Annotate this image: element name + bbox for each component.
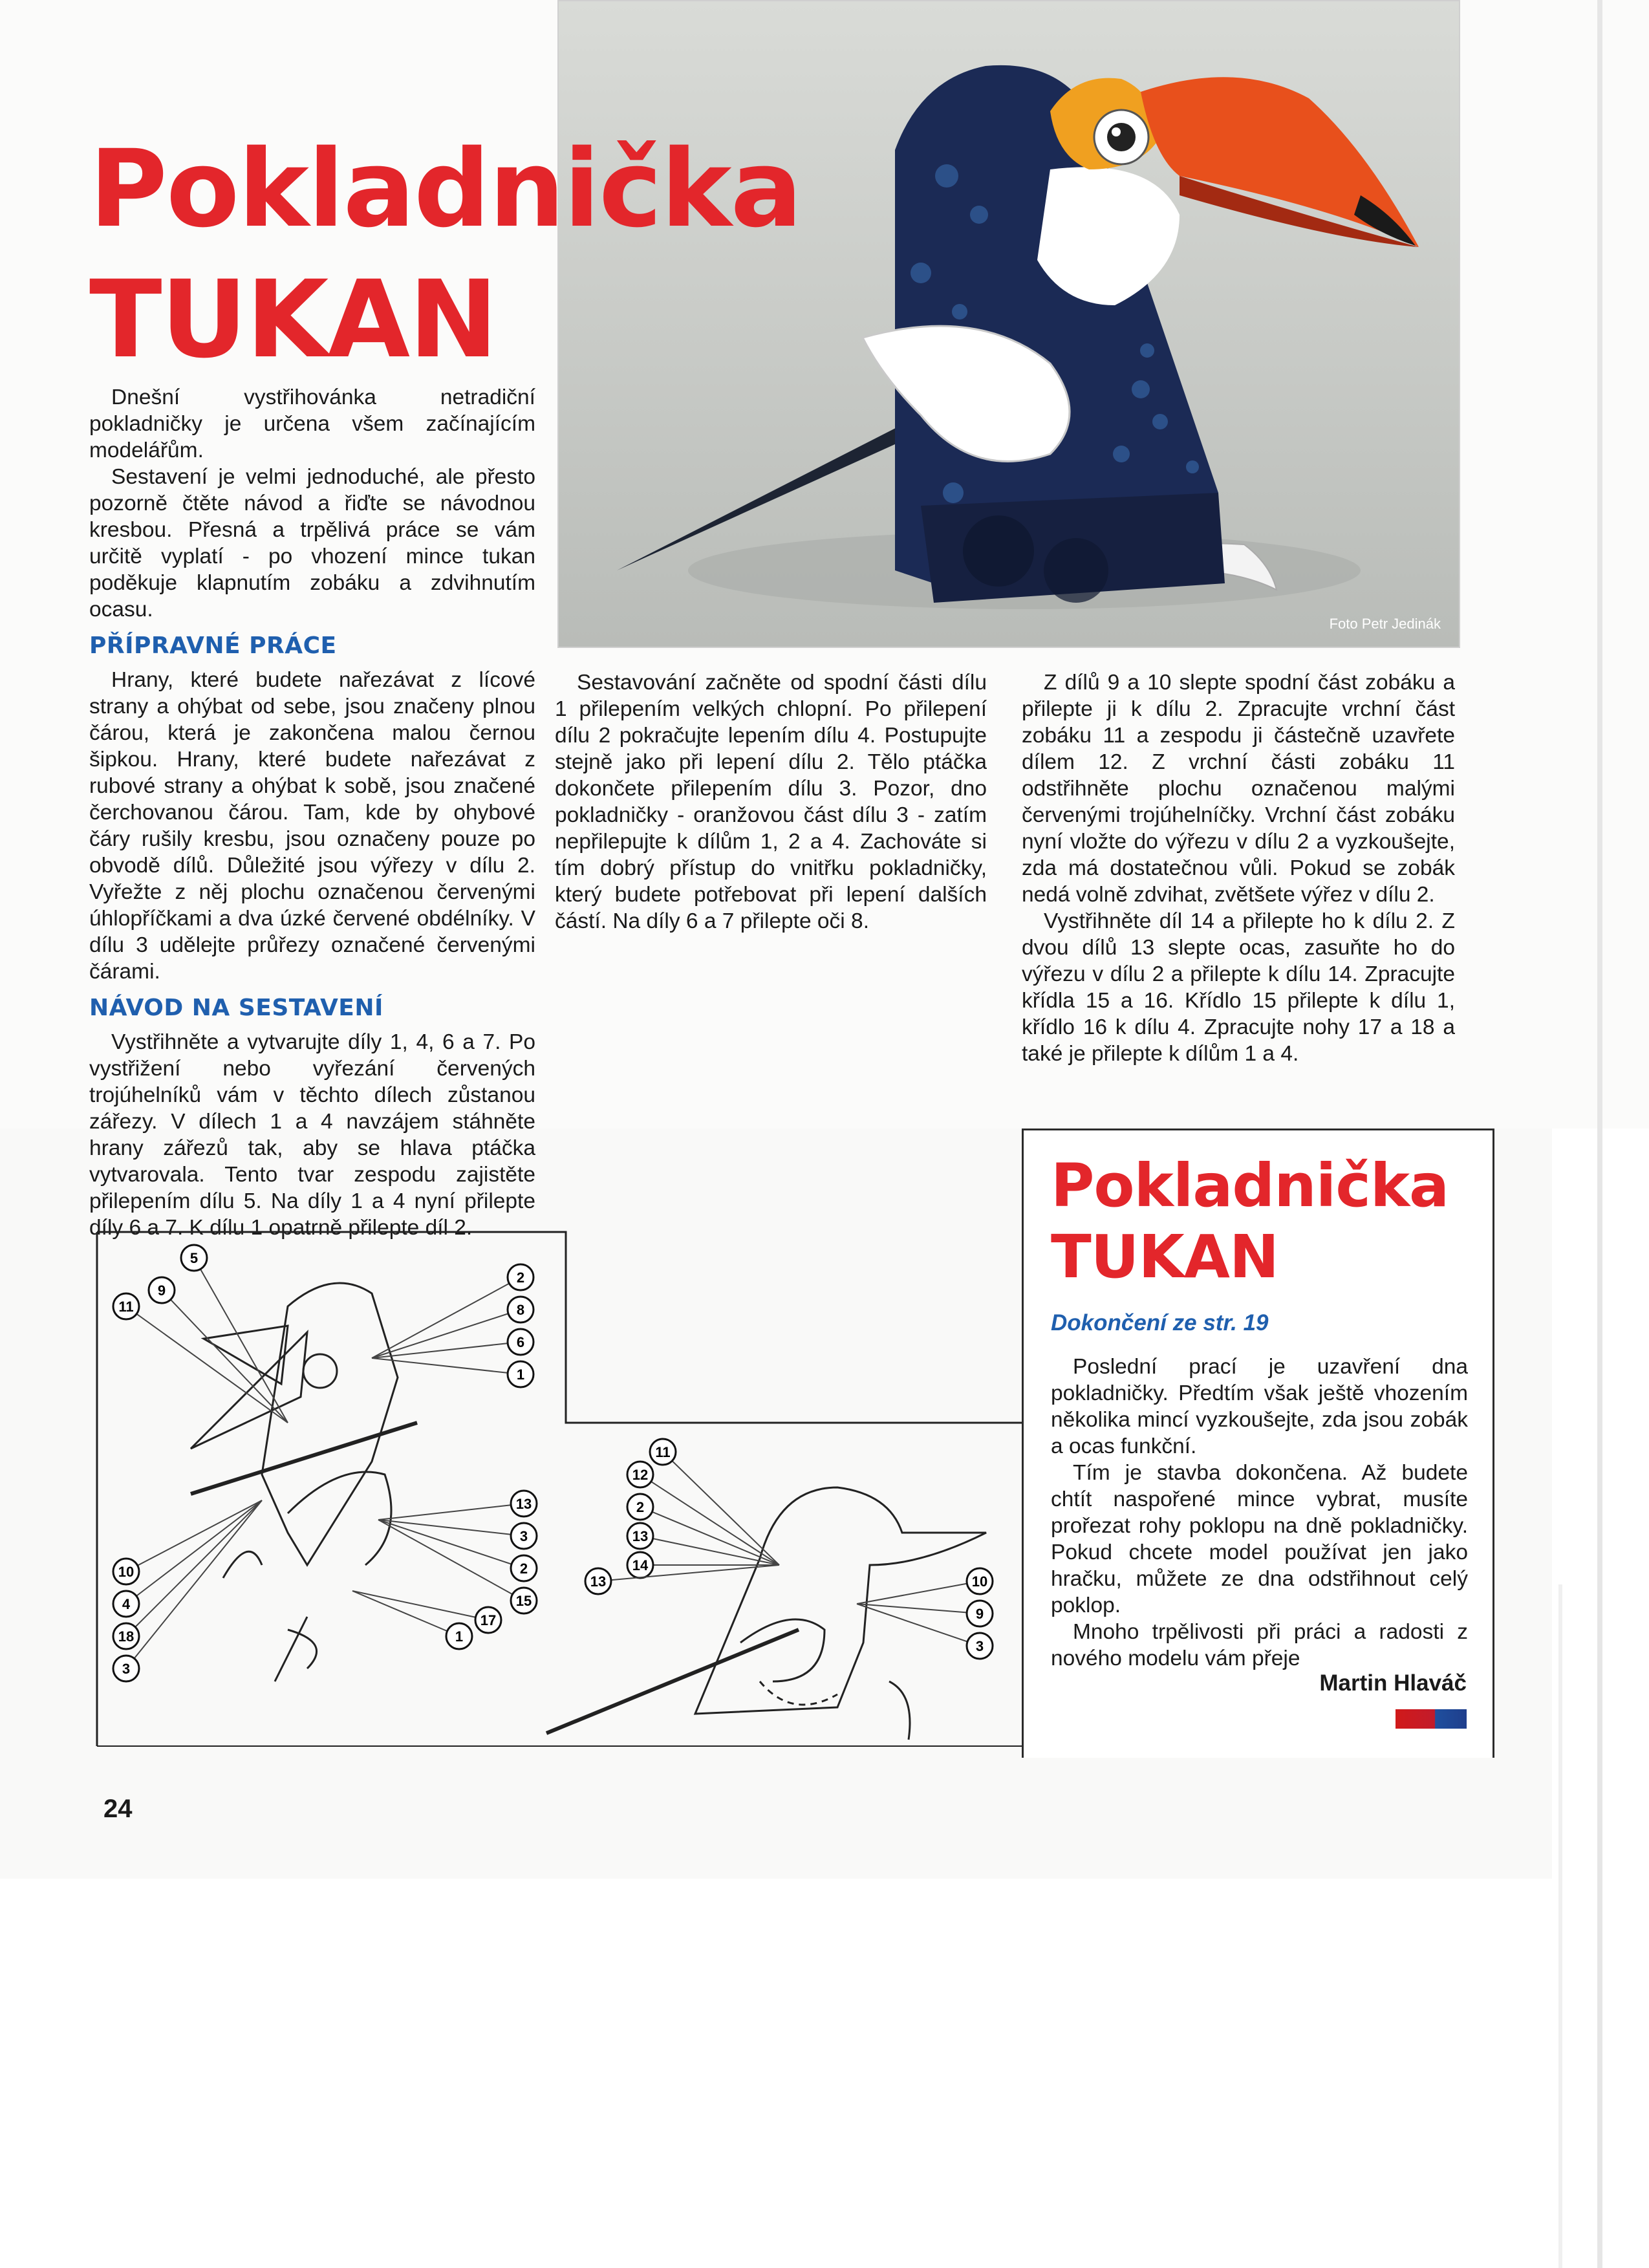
- page-number: 24: [103, 1795, 133, 1823]
- assembly-diagram: [94, 1229, 1070, 1746]
- callout-number: 15: [515, 1593, 532, 1609]
- callout-number: 12: [632, 1467, 649, 1483]
- article-title-line-1: Pokladnička: [89, 127, 801, 251]
- callout-leader-line: [857, 1604, 980, 1646]
- callout-number: 4: [122, 1596, 131, 1612]
- scan-edge-shadow-lower: [1558, 1584, 1562, 2268]
- continuation-text: [1051, 1354, 1468, 1672]
- callout-number: 9: [157, 1282, 166, 1299]
- callout-leader-line: [378, 1520, 524, 1568]
- callout-number: 10: [118, 1564, 135, 1580]
- toucan-model-image: [559, 1, 1459, 647]
- callout-leader-line: [372, 1342, 521, 1358]
- callout-leader-line: [126, 1500, 262, 1636]
- text-column-2: [555, 669, 987, 934]
- callout-leader-line: [663, 1452, 779, 1565]
- callout-leader-line: [640, 1474, 779, 1565]
- callout-number: 10: [971, 1573, 988, 1590]
- callout-number: 5: [189, 1250, 199, 1266]
- callout-leader-line: [352, 1591, 459, 1636]
- continuation-paragraph-1: Poslední prací je uzavření dna pokladničky. Předtím však ještě vhozením několika mincí vyzkoušejte, zda jsou zobák a ocas funkční.: [1051, 1355, 1468, 1458]
- callout-leader-line: [378, 1520, 524, 1536]
- callout-leader-line: [378, 1520, 524, 1601]
- callout-number: 3: [975, 1638, 984, 1654]
- callout-leader-line: [352, 1591, 488, 1620]
- callout-number: 13: [632, 1528, 649, 1544]
- assembly-paragraph-2: Sestavování začněte od spodní části dílu 1 přilepením velkých chlopní. Po přilepení dílu 2 pokračujte lepením dílu 4. Postupujte stejně jako při lepení dílu 2. Tělo ptáčka dokončete přilepením dílu 3. Pozor, dno pokladničky - oranžovou část dílu 3 - zatím nepřilepujte k dílům 1, 2 a 4. Zachováte si tím dobrý přístup do vnitřku pokladničky, který budete potřebovat při lepení dalších částí. Na díly 6 a 7 přilepte oči 8.: [555, 671, 987, 933]
- text-column-1: [89, 384, 535, 1240]
- continuation-paragraph-2: Tím je stavba dokončena. Až budete chtít naspořené mince vybrat, musíte prořezat rohy poklopu na dně pokladničky. Pokud chcete model používat jen jako hračku, můžete ze dna odstřihnout celý poklop.: [1051, 1461, 1468, 1617]
- callout-number: 2: [519, 1561, 528, 1577]
- callout-number: 9: [975, 1606, 984, 1622]
- intro-paragraph-1: Dnešní vystřihovánka netradiční pokladničky je určena všem začínajícím modelářům.: [89, 385, 535, 462]
- callout-leader-line: [857, 1581, 980, 1604]
- author-name: Martin Hlaváč: [1319, 1670, 1467, 1696]
- callout-number: 1: [516, 1366, 525, 1383]
- callout-number: 14: [632, 1557, 649, 1573]
- callout-leader-line: [162, 1290, 288, 1423]
- assembly-paragraph-4: Vystřihněte díl 14 a přilepte ho k dílu 2. Z dvou dílů 13 slepte ocas, zasuňte ho do výřezu v dílu 2 a přilepte k dílu 14. Zpracujte křídla 15 a 16. Křídlo 15 přilepte k dílu 1, křídlo 16 k dílu 4. Zpracujte nohy 17 a 18 a také je přilepte k dílům 1 a 4.: [1022, 909, 1455, 1066]
- toucan-photo: [557, 0, 1460, 648]
- callout-number: 18: [118, 1628, 135, 1645]
- callout-number: 11: [118, 1299, 134, 1315]
- callout-number: 11: [655, 1444, 671, 1460]
- continuation-title-line-1: Pokladnička: [1051, 1151, 1449, 1220]
- callout-leader-line: [372, 1277, 521, 1358]
- callout-number: 3: [122, 1661, 131, 1677]
- article-title-line-2: TUKAN: [89, 257, 497, 382]
- scan-edge-shadow: [1597, 0, 1602, 2268]
- callout-leader-line: [857, 1604, 980, 1614]
- callout-number: 2: [636, 1499, 645, 1515]
- assembly-paragraph-3: Z dílů 9 a 10 slepte spodní část zobáku a přilepte ji k dílu 2. Zpracujte vrchní část zobáku 11 a zespodu ji částečně uzavřete dílem 12. Z vrchní části zobáku 11 odstřihněte plochu označenou malými červenými trojúhelníčky. Vrchní část zobáku nyní vložte do výřezu v dílu 2 a vyzkoušejte, zda má dostatečnou vůli. Pokud se zobák nedá volně zdvihat, zvětšete výřez v dílu 2.: [1022, 671, 1455, 907]
- callout-number: 8: [516, 1302, 525, 1318]
- heading-preparation: PŘÍPRAVNÉ PRÁCE: [89, 632, 337, 659]
- continuation-title-line-2: TUKAN: [1051, 1222, 1278, 1291]
- diagram-callouts: [113, 1245, 993, 1681]
- photo-credit: Foto Petr Jedinák: [1329, 616, 1441, 632]
- intro-paragraph-2: Sestavení je velmi jednoduché, ale přesto pozorně čtěte návod a řiďte se návodnou kresbou. Přesná a trpělivá práce se vám určitě vyplatí - po vhození mince tukan poděkuje klapnutím zobáku a zdvihnutím ocasu.: [89, 465, 535, 621]
- callout-leader-line: [126, 1500, 262, 1669]
- continuation-subtitle: Dokončení ze str. 19: [1051, 1310, 1269, 1335]
- callout-leader-line: [372, 1310, 521, 1358]
- callout-leader-line: [640, 1507, 779, 1565]
- end-mark-flag: [1396, 1709, 1467, 1729]
- callout-leader-line: [126, 1500, 262, 1571]
- continuation-paragraph-3: Mnoho trpělivosti při práci a radosti z nového modelu vám přeje: [1051, 1620, 1468, 1670]
- assembly-diagram-svg: [94, 1229, 1070, 1746]
- callout-number: 17: [480, 1612, 497, 1628]
- text-column-3: [1022, 669, 1455, 1067]
- callout-leader-line: [640, 1536, 779, 1565]
- callout-number: 2: [516, 1269, 525, 1286]
- callout-number: 3: [519, 1528, 528, 1544]
- callout-leader-line: [126, 1500, 262, 1604]
- continuation-box: [1022, 1129, 1494, 1758]
- callout-number: 13: [590, 1573, 607, 1590]
- preparation-paragraph: Hrany, které budete nařezávat z lícové strany a ohýbat od sebe, jsou značeny plnou čárou, která je zakončena malou černou šipkou. Hrany, které budete nařezávat z rubové strany a ohýbat k sobě, jsou značené čerchovanou čárou. Tam, kde by ohybové čáry rušily kresbu, jsou označeny pouze po obvodě dílů. Důležité jsou výřezy v dílu 2. Vyřežte z něj plochu označenou červenými úhlopříčkami a dva úzké červené obdélníky. V dílu 3 udělejte průřezy označené červenými čárami.: [89, 668, 535, 984]
- callout-number: 1: [455, 1628, 464, 1645]
- callout-number: 13: [515, 1496, 532, 1512]
- callout-leader-line: [126, 1306, 288, 1423]
- assembly-paragraph-1: Vystřihněte a vytvarujte díly 1, 4, 6 a 7. Po vystřižení nebo vyřezání červených trojúhelníků vám v těchto dílech zůstanou zářezy. V dílech 1 a 4 navzájem stáhněte hrany zářezů tak, aby se hlava ptáčka vytvarovala. Tento tvar zespodu zajistěte přilepením dílu 5. Na díly 1 a 4 nyní přilepte díly 6 a 7. K dílu 1 opatrně přilepte díl 2.: [89, 1030, 535, 1240]
- heading-assembly: NÁVOD NA SESTAVENÍ: [89, 995, 383, 1021]
- callout-number: 6: [516, 1334, 525, 1350]
- callout-leader-line: [378, 1504, 524, 1520]
